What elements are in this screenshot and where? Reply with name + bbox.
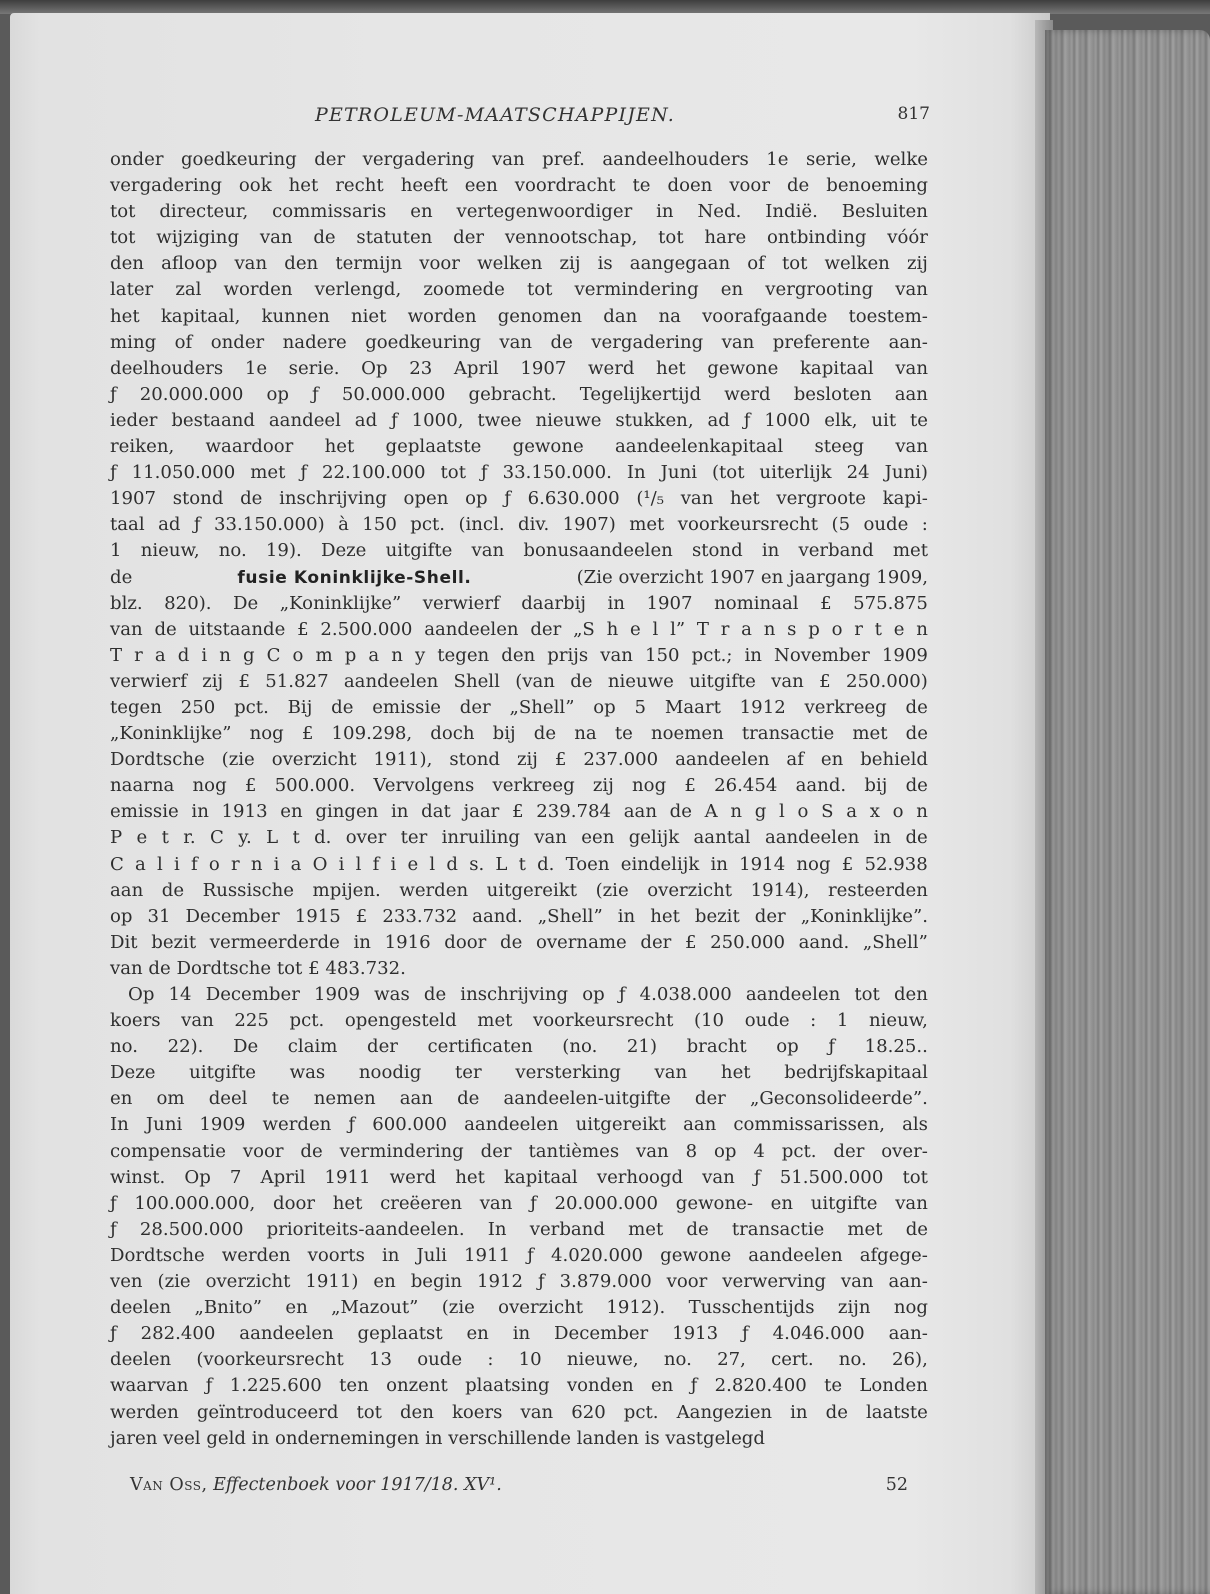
text-line: tot directeur, commissaris en vertegenwoordiger in Ned. Indië. Besluiten	[110, 201, 928, 223]
text-line: P e t r. C y. L t d. over ter inruiling van een gelijk aantal aandeelen in de	[110, 827, 928, 849]
text-line: onder goedkeuring der vergadering van pref. aandeelhouders 1e serie, welke	[110, 149, 928, 170]
footer-citation	[130, 1475, 502, 1495]
text-line: ƒ 282.400 aandeelen geplaatst en in December 1913 ƒ 4.046.000 aan-	[110, 1323, 928, 1345]
text-line: naarna nog £ 500.000. Vervolgens verkreeg zij nog £ 26.454 aand. bij de	[110, 775, 928, 797]
text-line: werden geïntroduceerd tot den koers van 620 pct. Aangezien in de laatste	[110, 1401, 928, 1423]
text-line: Dordtsche werden voorts in Juli 1911 ƒ 4.020.000 gewone aandeelen afgege-	[110, 1244, 928, 1266]
text-line: T r a d i n g C o m p a n y tegen den prijs van 150 pct.; in November 1909	[110, 644, 928, 666]
text-line: ƒ 100.000.000, door het creëeren van ƒ 20.000.000 gewone- en uitgifte van	[110, 1192, 928, 1214]
text-segment: (Zie overzicht 1907 en jaargang 1909,	[570, 566, 928, 588]
text-line: koers van 225 pct. opengesteld met voorkeursrecht (10 oude : 1 nieuw,	[110, 1010, 928, 1032]
text-line: van de uitstaande £ 2.500.000 aandeelen der „S h e l l” T r a n s p o r t e n	[110, 618, 928, 640]
page-number: 817	[897, 104, 930, 124]
text-line: verwierf zij £ 51.827 aandeelen Shell (van de nieuwe uitgifte van £ 250.000)	[110, 670, 928, 692]
text-line: In Juni 1909 werden ƒ 600.000 aandeelen uitgereikt aan commissarissen, als	[110, 1114, 928, 1136]
text-line: ming of onder nadere goedkeuring van de vergadering van preferente aan-	[110, 331, 928, 353]
text-line: deelen „Bnito” en „Mazout” (zie overzicht 1912). Tusschentijds zijn nog	[110, 1297, 928, 1319]
emphasized-heading: fusie Koninklijke-Shell.	[237, 567, 472, 588]
text-line: reiken, waardoor het geplaatste gewone aandeelenkapitaal steeg van	[110, 436, 928, 458]
footer-title: Effectenboek voor 1917/18.	[213, 1475, 459, 1495]
footer-author: Van Oss,	[130, 1475, 208, 1495]
text-line: 1 nieuw, no. 19). Deze uitgifte van bonusaandeelen stond in verband met	[110, 540, 928, 562]
text-line: emissie in 1913 en gingen in dat jaar £ 239.784 aan de A n g l o S a x o n	[110, 801, 928, 823]
running-title: PETROLEUM-MAATSCHAPPIJEN.	[315, 104, 675, 126]
text-line: tegen 250 pct. Bij de emissie der „Shell” op 5 Maart 1912 verkreeg de	[110, 696, 928, 718]
text-line: van de Dordtsche tot £ 483.732.	[110, 957, 406, 979]
text-line: Deze uitgifte was noodig ter versterking van het bedrijfskapitaal	[110, 1062, 928, 1084]
text-line: later zal worden verlengd, zoomede tot vermindering en vergrooting van	[110, 279, 928, 301]
text-line: deelen (voorkeursrecht 13 oude : 10 nieuwe, no. 27, cert. no. 26),	[110, 1349, 928, 1371]
text-line: Dordtsche (zie overzicht 1911), stond zij £ 237.000 aandeelen af en behield	[110, 749, 928, 771]
text-line: het kapitaal, kunnen niet worden genomen dan na voorafgaande toestem-	[110, 305, 928, 327]
text-line: aan de Russische mpijen. werden uitgereikt (zie overzicht 1914), resteerden	[110, 879, 928, 901]
text-line: blz. 820). De „Koninklijke” verwierf daarbij in 1907 nominaal £ 575.875	[110, 592, 928, 614]
text-line: ƒ 28.500.000 prioriteits-aandeelen. In verband met de transactie met de	[110, 1218, 928, 1240]
text-line: jaren veel geld in ondernemingen in verschillende landen is vastgelegd	[110, 1427, 765, 1449]
text-line: ieder bestaand aandeel ad ƒ 1000, twee nieuwe stukken, ad ƒ 1000 elk, uit te	[110, 409, 928, 431]
footer-signature: 52	[885, 1475, 908, 1495]
footer-volume: XV¹.	[464, 1475, 502, 1495]
text-line: op 31 December 1915 £ 233.732 aand. „Shell” in het bezit der „Koninklijke”.	[110, 905, 928, 927]
text-line: taal ad ƒ 33.150.000) à 150 pct. (incl. div. 1907) met voorkeursrecht (5 oude :	[110, 514, 928, 536]
text-line: 1907 stond de inschrijving open op ƒ 6.630.000 (¹/₅ van het vergroote kapi-	[110, 488, 928, 510]
text-line: no. 22). De claim der certificaten (no. 21) bracht op ƒ 18.25..	[110, 1036, 928, 1058]
text-line: Dit bezit vermeerderde in 1916 door de overname der £ 250.000 aand. „Shell”	[110, 931, 928, 953]
book-page-stack	[1045, 30, 1210, 1594]
text-line: Op 14 December 1909 was de inschrijving op ƒ 4.038.000 aandeelen tot den	[128, 984, 928, 1005]
text-segment: de	[110, 566, 139, 588]
text-line: waarvan ƒ 1.225.600 ten onzent plaatsing vonden en ƒ 2.820.400 te Londen	[110, 1375, 928, 1397]
page-footer	[130, 1475, 908, 1503]
text-line: C a l i f o r n i a O i l f i e l d s. L t d. Toen eindelijk in 1914 nog £ 52.938	[110, 853, 928, 875]
text-line: winst. Op 7 April 1911 werd het kapitaal verhoogd van ƒ 51.500.000 tot	[110, 1166, 928, 1188]
text-line: ƒ 20.000.000 op ƒ 50.000.000 gebracht. Tegelijkertijd werd besloten aan	[110, 383, 928, 405]
text-line: en om deel te nemen aan de aandeelen-uitgifte der „Geconsolideerde”.	[110, 1088, 928, 1110]
text-line: deelhouders 1e serie. Op 23 April 1907 werd het gewone kapitaal van	[110, 357, 928, 379]
body-text	[110, 147, 928, 1452]
text-line: ven (zie overzicht 1911) en begin 1912 ƒ 3.879.000 voor verwerving van aan-	[110, 1271, 928, 1293]
text-line: „Koninklijke” nog £ 109.298, doch bij de na te noemen transactie met de	[110, 723, 928, 745]
text-line	[110, 565, 928, 591]
book-top-edge	[0, 0, 1210, 14]
running-head	[110, 100, 930, 130]
text-line: ƒ 11.050.000 met ƒ 22.100.000 tot ƒ 33.150.000. In Juni (tot uiterlijk 24 Juni)	[110, 462, 928, 484]
text-line: vergadering ook het recht heeft een voordracht te doen voor de benoeming	[110, 175, 928, 197]
text-line: den afloop van den termijn voor welken zij is aangegaan of tot welken zij	[110, 253, 928, 275]
text-line: tot wijziging van de statuten der vennootschap, tot hare ontbinding vóór	[110, 227, 928, 249]
text-line: compensatie voor de vermindering der tantièmes van 8 op 4 pct. der over-	[110, 1140, 928, 1162]
